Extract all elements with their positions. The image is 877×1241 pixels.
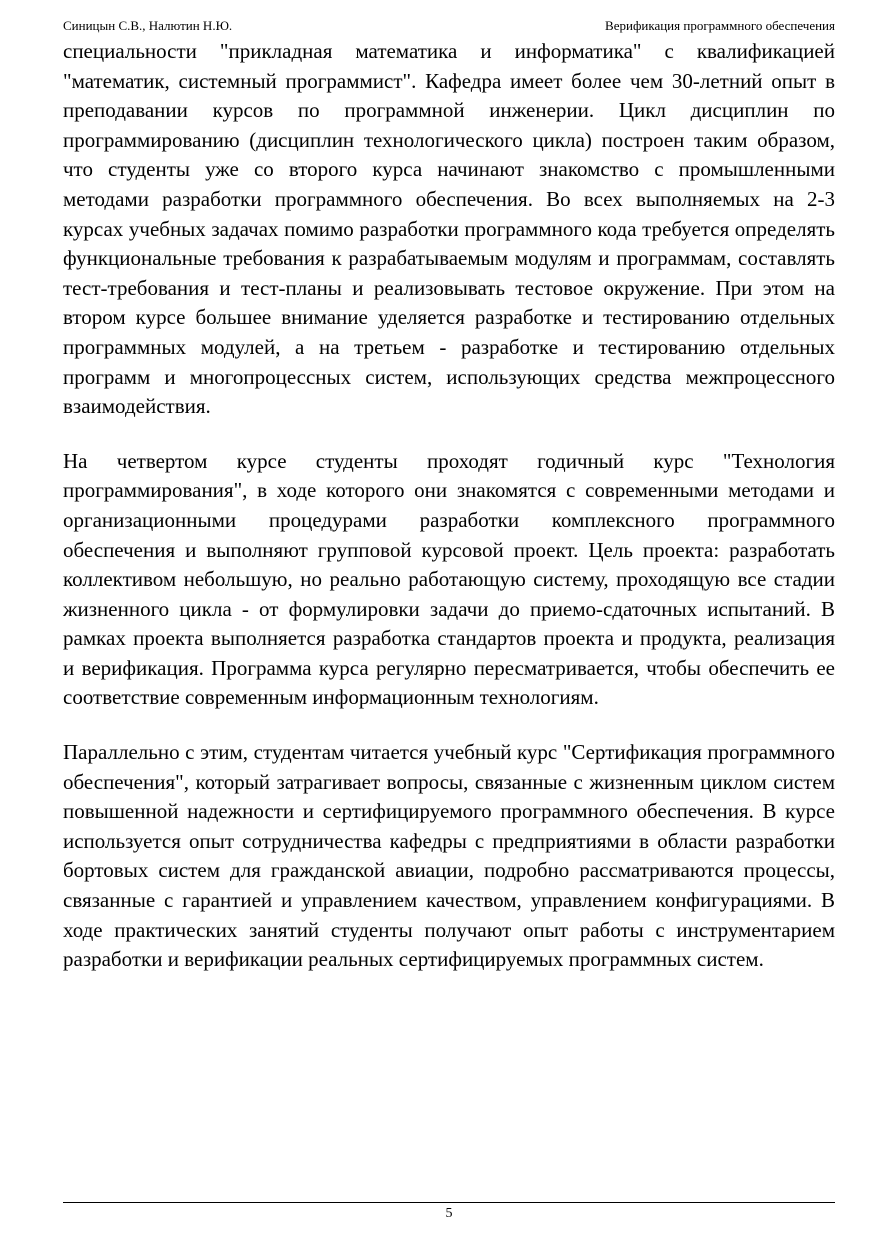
header-title: Верификация программного обеспечения bbox=[605, 18, 835, 33]
paragraph: Параллельно с этим, студентам читается учебный курс "Сертификация программного обеспечения", который затрагивает вопросы, связанные с жизненным циклом систем повышенной надежности и сертифицируемого программного обеспечения. В курсе используется опыт сотрудничества кафедры с предприятиями в области разработки бортовых систем для гражданской авиации, подробно рассматриваются процессы, связанные с гарантией и управлением качеством, управлением конфигурациями. В ходе практических занятий студенты получают опыт работы с инструментарием разработки и верификации реальных сертифицируемых программных систем. bbox=[63, 740, 835, 972]
paragraph: На четвертом курсе студенты проходят годичный курс "Технология программирования", в ходе которого они знакомятся с современными методами и организационными процедурами разработки комплексного программного обеспечения и выполняют групповой курсовой проект. Цель проекта: разработать коллективом небольшую, но реально работающую систему, проходящую все стадии жизненного цикла - от формулировки задачи до приемо-сдаточных испытаний. В рамках проекта выполняется разработка стандартов проекта и продукта, реализация и верификация. Программа курса регулярно пересматривается, чтобы обеспечить ее соответствие современным информационным технологиям. bbox=[63, 448, 835, 710]
page-number: 5 bbox=[445, 1206, 453, 1221]
header-authors: Синицын С.В., Налютин Н.Ю. bbox=[63, 18, 233, 33]
page-header bbox=[63, 16, 835, 36]
footer-divider bbox=[63, 1202, 835, 1203]
document-body bbox=[63, 37, 835, 975]
paragraph: специальности "прикладная математика и информатика" с квалификацией "математик, системный программист". Кафедра имеет более чем 30-летний опыт в преподавании курсов по программной инженерии. Цикл дисциплин по программированию (дисциплин технологического цикла) построен таким образом, что студенты уже со второго курса начинают знакомство с промышленными методами разработки программного обеспечения. Во всех выполняемых на 2-3 курсах учебных задачах помимо разработки программного кода требуется определять функциональные требования к разрабатываемым модулям и программам, составлять тест-требования и тест-планы и реализовывать тестовое окружение. При этом на втором курсе большее внимание уделяется разработке и тестированию отдельных программных модулей, а на третьем - разработке и тестированию отдельных программ и многопроцессных систем, использующих средства межпроцессного взаимодействия. bbox=[63, 39, 835, 419]
